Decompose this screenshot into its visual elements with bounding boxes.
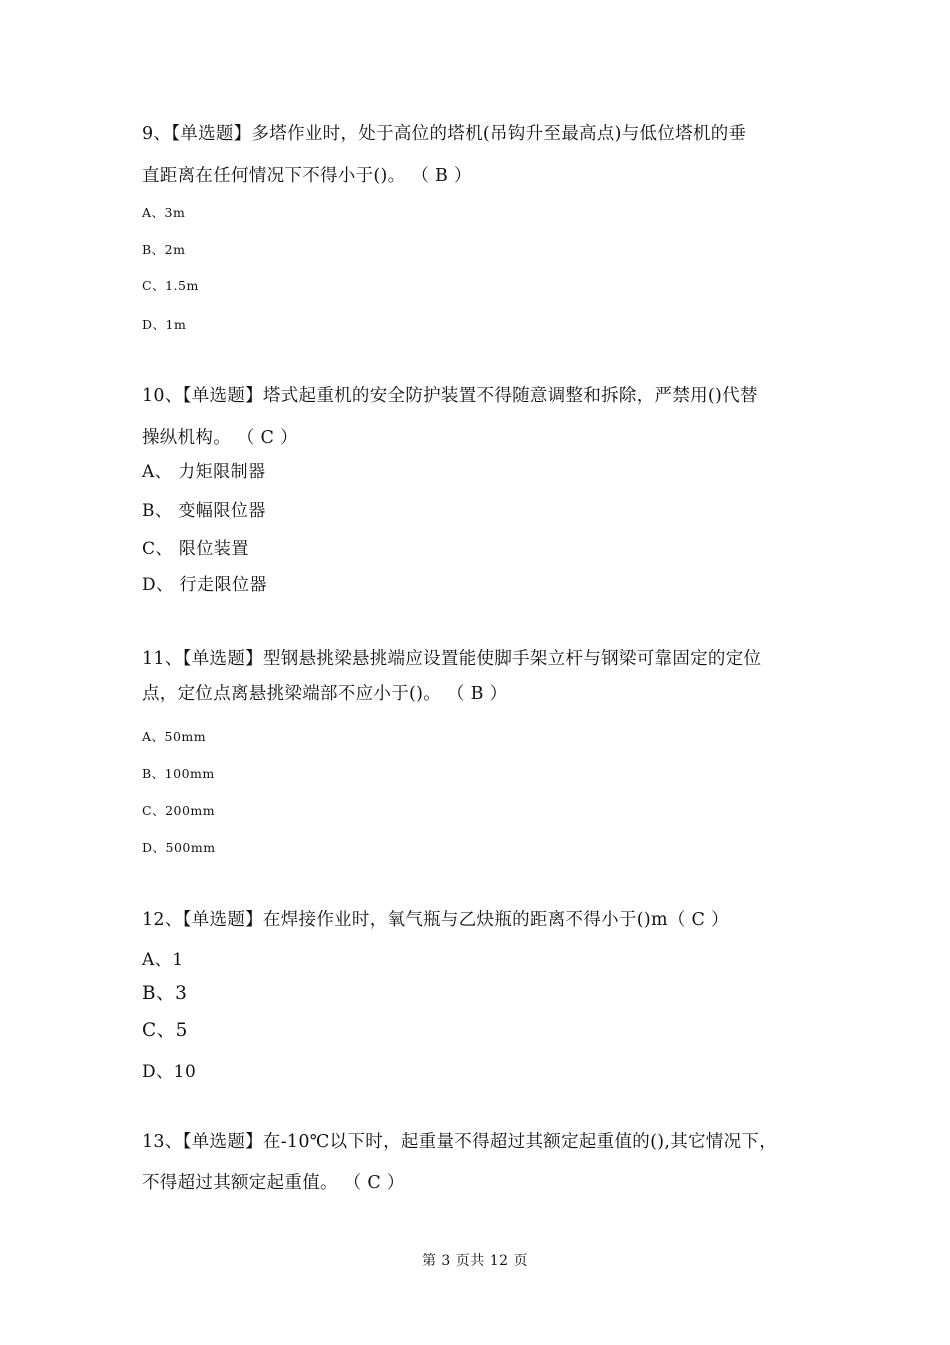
question-13-text-line1: 13、【单选题】在-10℃以下时，起重量不得超过其额定起重值的(),其它情况下， — [142, 1132, 777, 1152]
question-12-option-a: A、1 — [142, 950, 184, 970]
question-11-option-d: D、500mm — [142, 840, 216, 855]
question-9-text-line2: 直距离在任何情况下不得小于()。 （ B ） — [142, 166, 472, 186]
question-11-text-line2: 点，定位点离悬挑梁端部不应小于()。 （ B ） — [142, 684, 508, 704]
question-9-option-a: A、3m — [142, 205, 186, 220]
question-10-text-line1: 10、【单选题】塔式起重机的安全防护装置不得随意调整和拆除，严禁用()代替 — [142, 386, 758, 406]
question-9-option-d: D、1m — [142, 317, 187, 332]
question-12-option-d: D、10 — [142, 1062, 197, 1082]
question-12-option-c: C、5 — [142, 1020, 188, 1041]
question-12-text-line1: 12、【单选题】在焊接作业时，氧气瓶与乙炔瓶的距离不得小于()m（ C ） — [142, 910, 729, 930]
question-11-option-b: B、100mm — [142, 766, 215, 781]
question-9-text-line1: 9、【单选题】多塔作业时，处于高位的塔机(吊钩升至最高点)与低位塔机的垂 — [142, 124, 747, 144]
question-10-option-b: B、 变幅限位器 — [142, 501, 266, 521]
question-9-option-b: B、2m — [142, 242, 186, 257]
question-10-option-a: A、 力矩限制器 — [142, 462, 266, 482]
page-number-footer: 第 3 页共 12 页 — [421, 1253, 529, 1269]
question-10-text-line2: 操纵机构。 （ C ） — [142, 428, 298, 448]
question-10-option-d: D、 行走限位器 — [142, 575, 268, 595]
question-10-option-c: C、 限位装置 — [142, 539, 249, 559]
question-11-option-a: A、50mm — [142, 729, 207, 744]
question-12-option-b: B、3 — [142, 983, 188, 1004]
question-11-option-c: C、200mm — [142, 803, 216, 818]
question-13-text-line2: 不得超过其额定起重值。 （ C ） — [142, 1173, 405, 1193]
question-9-option-c: C、1.5m — [142, 278, 199, 293]
question-11-text-line1: 11、【单选题】型钢悬挑梁悬挑端应设置能使脚手架立杆与钢梁可靠固定的定位 — [142, 649, 762, 669]
